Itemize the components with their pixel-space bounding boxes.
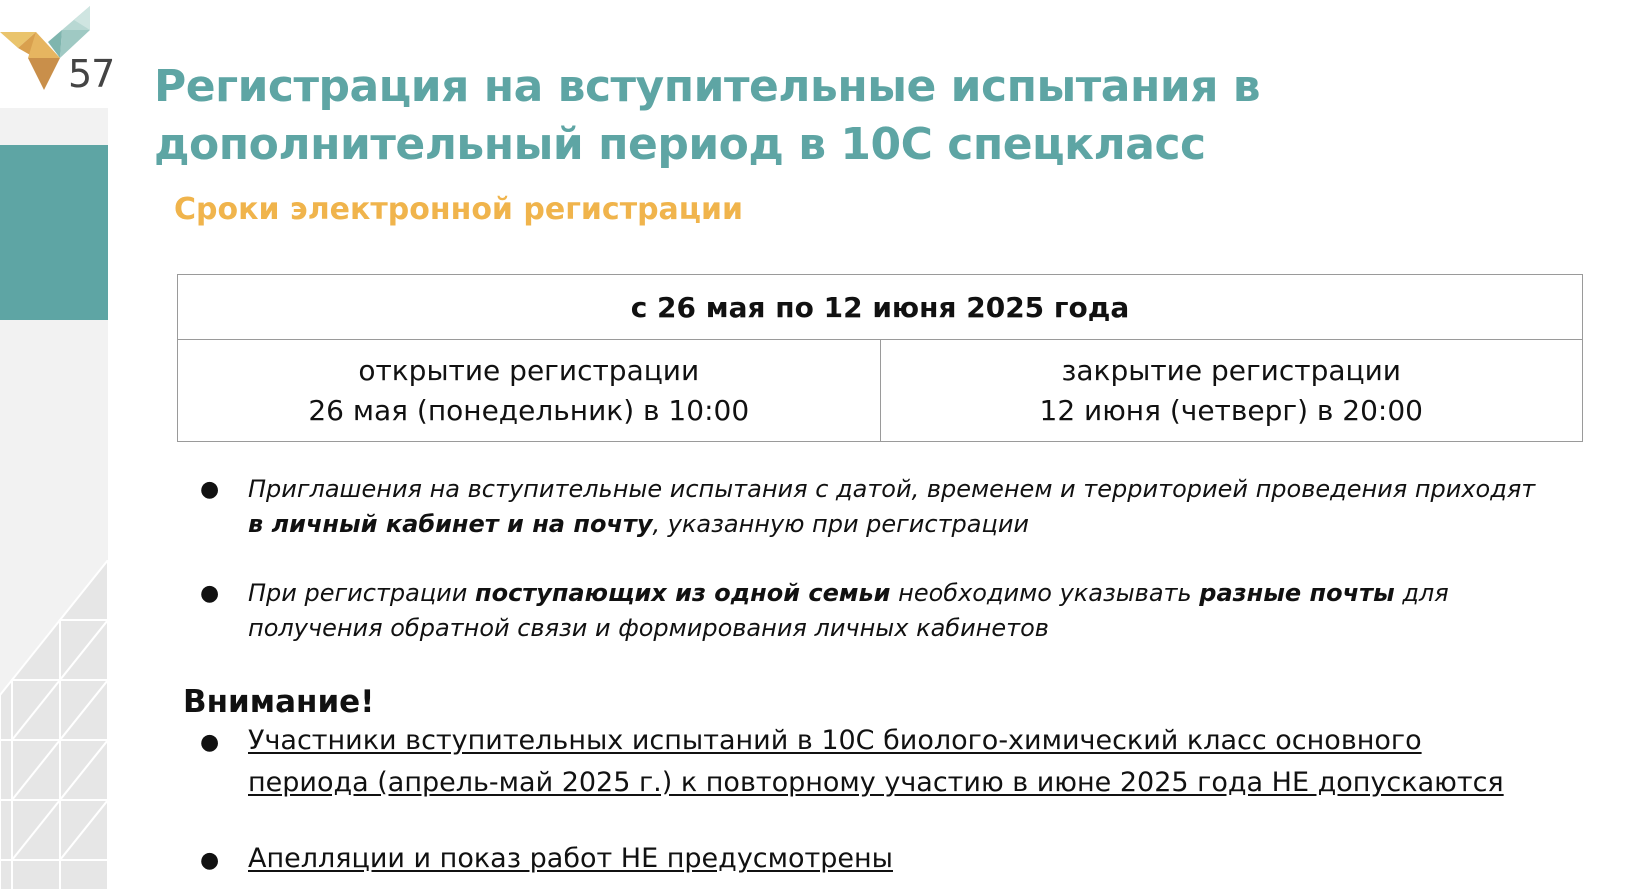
attention-item-no-appeals — [200, 838, 1540, 880]
table-row — [178, 340, 1583, 442]
attention-heading: Внимание! — [183, 684, 375, 720]
attention-item-repeat-participation — [200, 720, 1540, 804]
table-row — [178, 275, 1583, 340]
teal-accent-block — [0, 145, 108, 320]
registration-open-value: 26 мая (понедельник) в 10:00 — [308, 393, 750, 427]
registration-open-cell — [178, 340, 881, 442]
info-bullet-family-emails — [200, 576, 1540, 646]
bullet-icon: ● — [200, 581, 220, 606]
bullet-icon: ● — [200, 730, 220, 755]
info-bullet-invitations — [200, 472, 1540, 542]
bullet-icon: ● — [200, 477, 220, 502]
bullet-text: При регистрации поступающих из одной семьи необходимо указывать разные почты для получения обратной связи и формирования личных кабинетов — [248, 579, 1449, 642]
registration-open-label: открытие регистрации — [358, 353, 700, 387]
registration-dates-table — [177, 274, 1583, 442]
logo-number: 57 — [68, 52, 115, 96]
attention-item-text: Апелляции и показ работ НЕ предусмотрены — [248, 843, 893, 874]
triangle-pattern — [0, 560, 108, 890]
registration-close-cell — [880, 340, 1583, 442]
section-subtitle: Сроки электронной регистрации — [174, 192, 744, 227]
page-title: Регистрация на вступительные испытания в дополнительный период в 10С спецкласс — [154, 61, 1261, 170]
registration-close-label: закрытие регистрации — [1061, 353, 1401, 387]
registration-period: с 26 мая по 12 июня 2025 года — [178, 275, 1583, 340]
bullet-text: Приглашения на вступительные испытания с датой, временем и территорией проведения приходят в личный кабинет и на почту, указанную при регистрации — [248, 475, 1536, 538]
attention-item-text: Участники вступительных испытаний в 10С биолого-химический класс основного периода (апрель-май 2025 г.) к повторному участию в июне 2025 года НЕ допускаются — [248, 725, 1504, 798]
registration-close-value: 12 июня (четверг) в 20:00 — [1039, 393, 1423, 427]
bullet-icon: ● — [200, 848, 220, 873]
